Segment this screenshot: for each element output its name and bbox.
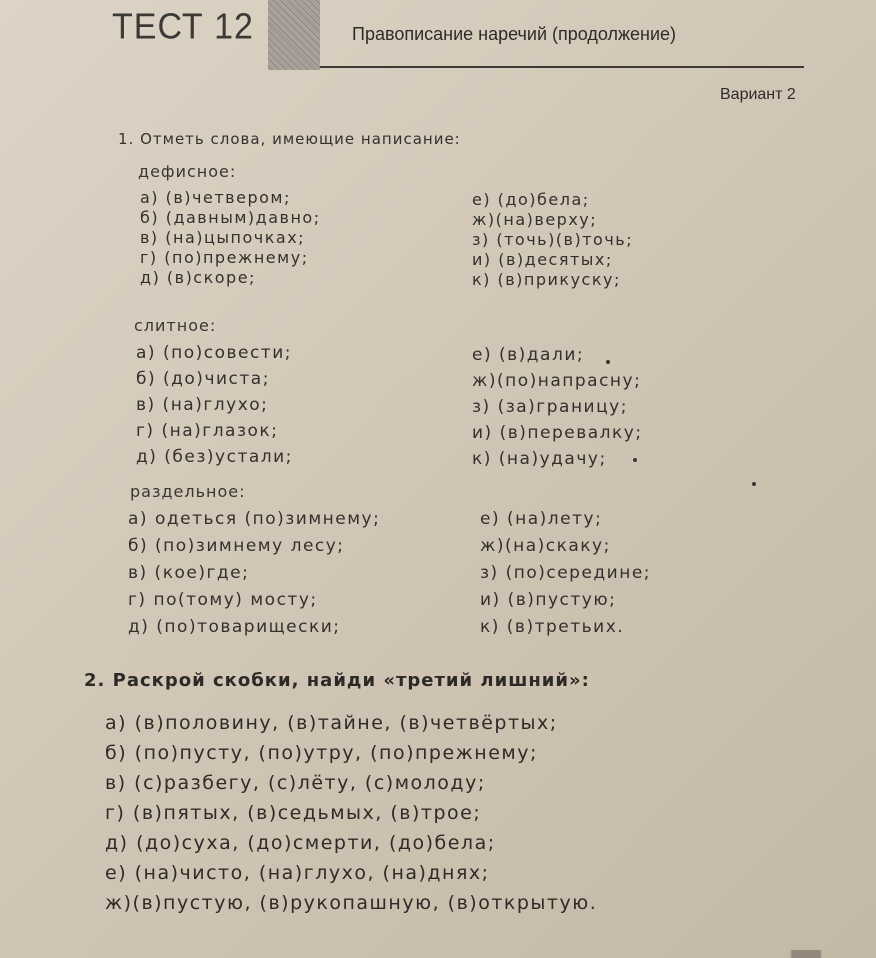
list-item: б) (по)зимнему лесу; (128, 536, 345, 556)
list-item: е) (на)лету; (480, 509, 603, 529)
list-item: в) (на)глухо; (136, 395, 269, 415)
solid-right-column (472, 342, 643, 472)
next-task-fragment (400, 950, 876, 958)
list-item: в) (кое)где; (128, 563, 250, 583)
list-item: и) (в)пустую; (480, 590, 617, 610)
section-label-separate: раздельное: (130, 482, 246, 501)
list-item: ж)(в)пустую, (в)рукопашную, (в)открытую. (105, 892, 598, 914)
separate-left-column (128, 506, 380, 641)
pencil-mark (752, 482, 756, 486)
hyphenated-right-column (472, 190, 633, 290)
list-item: е) (в)дали; (472, 345, 585, 365)
list-item: г) (на)глазок; (136, 421, 279, 441)
task1-heading: 1. Отметь слова, имеющие написание: (118, 130, 461, 148)
hyphenated-left-column (140, 188, 321, 288)
list-item: а) одеться (по)зимнему; (128, 509, 381, 529)
test-title: ТЕСТ 12 (112, 7, 254, 47)
list-item: а) (в)четвером; (140, 188, 291, 207)
list-item: а) (в)половину, (в)тайне, (в)четвёртых; (105, 712, 558, 734)
list-item: ж)(на)скаку; (480, 536, 611, 556)
list-item: з) (по)середине; (480, 563, 652, 583)
list-item: е) (до)бела; (472, 190, 590, 209)
list-item: б) (по)пусту, (по)утру, (по)прежнему; (105, 742, 538, 764)
task2-list (105, 708, 597, 918)
header-rule (320, 66, 804, 68)
list-item: д) (без)устали; (136, 447, 293, 467)
list-item: в) (с)разбегу, (с)лёту, (с)молоду; (105, 772, 486, 794)
subject-title: Правописание наречий (продолжение) (352, 24, 677, 44)
separate-right-column (480, 506, 651, 641)
list-item: г) (в)пятых, (в)седьмых, (в)трое; (105, 802, 482, 824)
list-item: д) (в)скоре; (140, 268, 256, 287)
list-item: б) (до)чиста; (136, 369, 270, 389)
list-item: к) (на)удачу; (472, 449, 607, 469)
list-item: д) (до)суха, (до)смерти, (до)бела; (105, 832, 496, 854)
pencil-mark (606, 360, 610, 364)
list-item: з) (за)границу; (472, 397, 628, 417)
list-item: к) (в)прикуску; (472, 270, 621, 289)
list-item: и) (в)десятых; (472, 250, 613, 269)
list-item: е) (на)чисто, (на)глухо, (на)днях; (105, 862, 490, 884)
list-item: а) (по)совести; (136, 343, 292, 363)
pencil-mark (633, 458, 637, 462)
list-item: в) (на)цыпочках; (140, 228, 306, 247)
list-item: д) (по)товарищески; (128, 617, 341, 637)
solid-left-column (136, 340, 293, 470)
list-item: и) (в)перевалку; (472, 423, 643, 443)
list-item: б) (давным)давно; (140, 208, 321, 227)
list-item: г) (по)прежнему; (140, 248, 309, 267)
header-decorative-block (268, 0, 320, 70)
list-item: з) (точь)(в)точь; (472, 230, 634, 249)
variant-label: Вариант 2 (720, 86, 796, 103)
section-label-hyphenated: дефисное: (138, 162, 237, 181)
list-item: ж)(по)напрасну; (472, 371, 642, 391)
section-label-solid: слитное: (134, 316, 217, 335)
list-item: г) по(тому) мосту; (128, 590, 318, 610)
list-item: ж)(на)верху; (472, 210, 598, 229)
task2-heading: 2. Раскрой скобки, найди «третий лишний»: (84, 670, 590, 691)
list-item: к) (в)третьих. (480, 617, 625, 637)
